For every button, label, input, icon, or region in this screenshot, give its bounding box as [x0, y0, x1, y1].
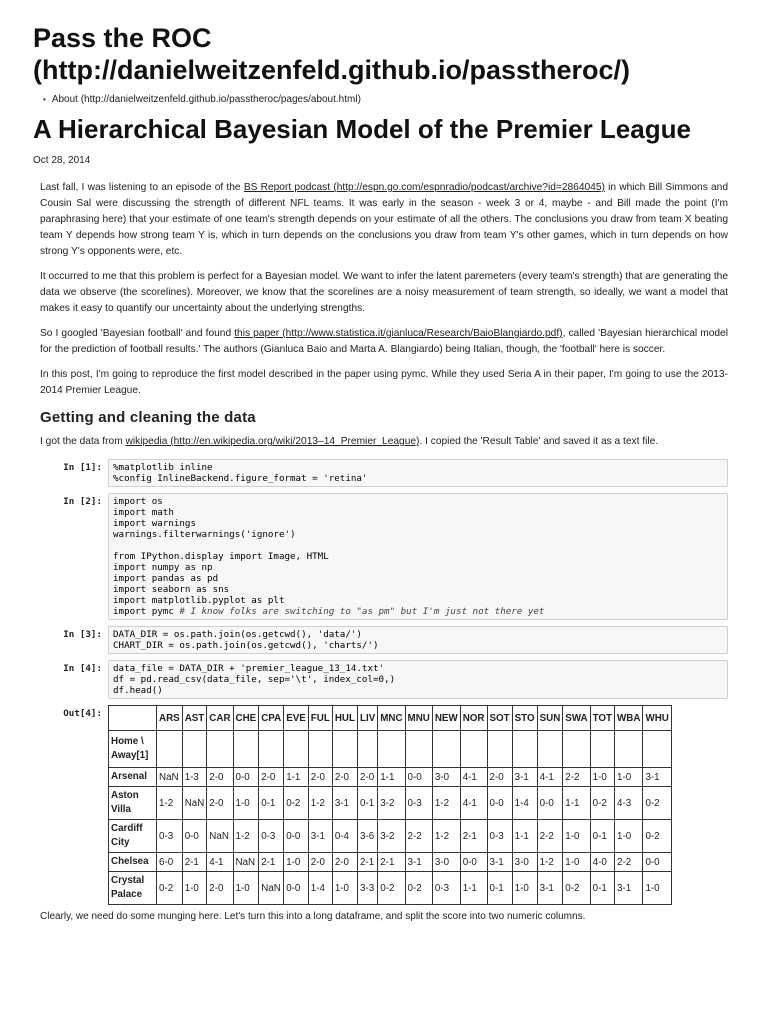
column-header: WHU — [643, 706, 671, 731]
wikipedia-link[interactable]: wikipedia (http://en.wikipedia.org/wiki/2013–14_Premier_League) — [125, 436, 420, 447]
table-cell — [405, 731, 432, 768]
table-cell: 0-0 — [233, 768, 259, 787]
table-row — [109, 787, 672, 820]
table-cell — [308, 731, 332, 768]
column-header: CAR — [207, 706, 233, 731]
column-header: HUL — [332, 706, 357, 731]
table-cell: 0-3 — [487, 820, 512, 853]
table-cell: 3-1 — [405, 853, 432, 872]
column-header: WBA — [615, 706, 643, 731]
table-cell: 0-0 — [182, 820, 207, 853]
row-label: Crystal Palace — [109, 872, 157, 905]
table-row — [109, 768, 672, 787]
bs-report-link[interactable]: BS Report podcast (http://espn.go.com/espnradio/podcast/archive?id=2864045) — [243, 182, 605, 193]
table-cell: 2-1 — [259, 853, 284, 872]
table-cell: 1-0 — [182, 872, 207, 905]
table-cell — [378, 731, 405, 768]
table-cell: 2-0 — [332, 853, 357, 872]
table-cell: 2-0 — [487, 768, 512, 787]
table-cell: 0-1 — [590, 872, 614, 905]
table-cell: 3-1 — [487, 853, 512, 872]
table-cell: 4-0 — [590, 853, 614, 872]
header-row — [109, 706, 672, 731]
text: in which Bill Simmons and Cousin Sal were discussing the strength of different NFL teams. It was early in the season - week 3 or 4, maybe - and Bill made the point (I'm paraphrasing here) that your estimate of one team's strength depends on your estimate of all the others. The conclusions you draw from team X beating team Y depends how strong team Y is, which in turn depends on the conclusions you draw from team Y's other games, which in turn depends on how strong Y's opponents were, etc. — [40, 182, 729, 257]
table-cell: 1-0 — [512, 872, 537, 905]
table-cell — [615, 731, 643, 768]
site-nav — [33, 94, 733, 105]
table-cell: 2-0 — [259, 768, 284, 787]
index-header: Home \ Away[1] — [109, 731, 157, 768]
code-block[interactable]: %matplotlib inline %config InlineBackend.figure_format = 'retina' — [108, 459, 728, 487]
column-header: ARS — [157, 706, 183, 731]
column-header: TOT — [590, 706, 614, 731]
table-cell: 1-2 — [233, 820, 259, 853]
column-header: SUN — [537, 706, 563, 731]
table-cell: 1-0 — [233, 787, 259, 820]
table-cell: 1-4 — [512, 787, 537, 820]
table-cell — [207, 731, 233, 768]
paragraph-bayesian: It occurred to me that this problem is perfect for a Bayesian model. We want to infer the latent paremeters (every team's strength) that are generating the data we observe (the scorelines). Moreover, we know that the scorelines are a noisy measurement of team strength, so ideally, we want a model that makes it easy to quantify our uncertainty about the underlying strengths. — [40, 271, 728, 314]
cell-prompt: In [4]: — [63, 663, 102, 674]
table-cell: 1-0 — [563, 820, 590, 853]
table-cell: 2-2 — [615, 853, 643, 872]
corner-header — [109, 706, 157, 731]
table-cell: 2-2 — [563, 768, 590, 787]
table-cell: 0-2 — [405, 872, 432, 905]
table-cell: 3-1 — [643, 768, 671, 787]
table-cell — [332, 731, 357, 768]
table-cell: 0-2 — [643, 787, 671, 820]
cell-prompt: In [1]: — [63, 462, 102, 473]
table-cell — [460, 731, 487, 768]
table-cell: 2-0 — [207, 768, 233, 787]
table-cell: NaN — [259, 872, 284, 905]
table-cell: 2-2 — [405, 820, 432, 853]
row-label: Chelsea — [109, 853, 157, 872]
table-cell: 1-1 — [284, 768, 309, 787]
column-header: SWA — [563, 706, 590, 731]
table-cell: 2-1 — [357, 853, 377, 872]
table-cell: 1-0 — [233, 872, 259, 905]
table-cell: 1-0 — [284, 853, 309, 872]
table-cell: 0-0 — [284, 872, 309, 905]
column-header: AST — [182, 706, 207, 731]
table-cell: 2-0 — [308, 768, 332, 787]
table-cell — [233, 731, 259, 768]
table-cell: 1-2 — [157, 787, 183, 820]
nav-item-about-label[interactable]: About (http://danielweitzenfeld.github.io/passtheroc/pages/about.html) — [51, 94, 361, 105]
text: I got the data from — [40, 436, 126, 447]
table-cell — [537, 731, 563, 768]
table-cell: 2-0 — [308, 853, 332, 872]
output-prompt: Out[4]: — [63, 708, 102, 719]
post-date: Oct 28, 2014 — [33, 155, 91, 166]
table-cell: 3-1 — [308, 820, 332, 853]
table-cell: 0-2 — [643, 820, 671, 853]
table-cell: 1-2 — [537, 853, 563, 872]
table-cell: 2-1 — [182, 853, 207, 872]
column-header: NEW — [432, 706, 460, 731]
table-head — [109, 706, 672, 731]
row-label: Cardiff City — [109, 820, 157, 853]
table-cell: 1-0 — [563, 853, 590, 872]
paper-link[interactable]: this paper (http://www.statistica.it/gianluca/Research/BaioBlangiardo.pdf) — [234, 328, 563, 339]
table-cell — [357, 731, 377, 768]
table-cell: 3-1 — [537, 872, 563, 905]
table-cell: NaN — [207, 820, 233, 853]
table-cell: NaN — [182, 787, 207, 820]
table-cell: 4-1 — [207, 853, 233, 872]
table-cell — [432, 731, 460, 768]
table-cell: 0-3 — [157, 820, 183, 853]
text: So I googled 'Bayesian football' and found — [40, 328, 235, 339]
table-cell — [284, 731, 309, 768]
text: Last fall, I was listening to an episode of the — [40, 182, 244, 193]
column-header: STO — [512, 706, 537, 731]
code-comment: # I know folks are switching to "as pm" but I'm just not there yet — [179, 606, 545, 617]
column-header: MNC — [378, 706, 405, 731]
table-cell — [563, 731, 590, 768]
table-cell: 3-1 — [615, 872, 643, 905]
row-label: Aston Villa — [109, 787, 157, 820]
table-row — [109, 872, 672, 905]
column-header: MNU — [405, 706, 432, 731]
column-header: LIV — [357, 706, 377, 731]
output-area — [108, 705, 728, 905]
table-cell: 1-0 — [332, 872, 357, 905]
table-cell: 3-1 — [512, 768, 537, 787]
table-cell — [182, 731, 207, 768]
table-cell: 2-0 — [332, 768, 357, 787]
table-cell: 4-1 — [460, 768, 487, 787]
paragraph-paper — [40, 326, 728, 358]
table-cell — [643, 731, 671, 768]
nav-item-about[interactable] — [43, 94, 733, 105]
table-cell: 0-2 — [284, 787, 309, 820]
paragraph-data-source — [40, 434, 728, 450]
table-cell: 0-1 — [487, 872, 512, 905]
column-header: FUL — [308, 706, 332, 731]
table-cell: 0-1 — [357, 787, 377, 820]
table-cell: 3-1 — [332, 787, 357, 820]
table-cell: 0-4 — [332, 820, 357, 853]
paragraph-plan: In this post, I'm going to reproduce the first model described in the paper using pymc. While they used Seria A in their paper, I'm going to use the 2013-2014 Premier League. — [40, 369, 728, 396]
table-cell: 3-0 — [432, 853, 460, 872]
table-cell: 0-0 — [537, 787, 563, 820]
table-cell: 0-0 — [405, 768, 432, 787]
code-block[interactable]: data_file = DATA_DIR + 'premier_league_13_14.txt' df = pd.read_csv(data_file, sep='\t', index_col=0,) df.head() — [108, 660, 728, 699]
table-cell: 0-3 — [259, 820, 284, 853]
section-heading: Getting and cleaning the data — [40, 409, 256, 426]
page — [33, 22, 733, 922]
table-cell: 1-0 — [590, 768, 614, 787]
table-cell: 0-0 — [487, 787, 512, 820]
table-cell: 4-3 — [615, 787, 643, 820]
code-cell-3 — [40, 626, 728, 654]
table-cell: NaN — [157, 768, 183, 787]
post-title: A Hierarchical Bayesian Model of the Premier League — [33, 114, 691, 144]
index-header-row — [109, 731, 672, 768]
table-cell: 2-0 — [357, 768, 377, 787]
table-cell: 3-0 — [512, 853, 537, 872]
table-cell: 3-3 — [357, 872, 377, 905]
code-block[interactable] — [108, 493, 728, 620]
table-cell: 0-2 — [590, 787, 614, 820]
table-cell — [259, 731, 284, 768]
table-cell: 1-0 — [643, 872, 671, 905]
table-cell: 4-1 — [537, 768, 563, 787]
site-title[interactable]: Pass the ROC (http://danielweitzenfeld.github.io/passtheroc/) — [33, 23, 631, 85]
table-cell: 1-2 — [432, 787, 460, 820]
text: . I copied the 'Result Table' and saved it as a text file. — [419, 436, 659, 447]
table-cell: 2-1 — [378, 853, 405, 872]
paragraph-munging: Clearly, we need do some munging here. Let's turn this into a long dataframe, and split the score into two numeric columns. — [40, 911, 586, 922]
column-header: EVE — [284, 706, 309, 731]
cell-prompt: In [2]: — [63, 496, 102, 507]
table-cell: 1-0 — [615, 768, 643, 787]
table-cell — [487, 731, 512, 768]
table-row — [109, 820, 672, 853]
table-cell: 1-1 — [512, 820, 537, 853]
row-label: Arsenal — [109, 768, 157, 787]
text: , called 'Bayesian hierarchical model for the prediction of football results.' The authors (Gianluca Baio and Marta A. Blangiardo) being Italian, though, the 'football' here is soccer. — [40, 328, 728, 355]
code-cell-4 — [40, 660, 728, 699]
table-cell: 1-4 — [308, 872, 332, 905]
column-header: NOR — [460, 706, 487, 731]
table-cell: 2-2 — [537, 820, 563, 853]
code-cell-1 — [40, 459, 728, 487]
post-body — [40, 180, 728, 922]
code-block[interactable]: DATA_DIR = os.path.join(os.getcwd(), 'data/') CHART_DIR = os.path.join(os.getcwd(), 'charts/') — [108, 626, 728, 654]
results-table — [108, 705, 672, 905]
table-cell: 0-3 — [405, 787, 432, 820]
table-cell: 0-2 — [157, 872, 183, 905]
table-cell: 3-2 — [378, 820, 405, 853]
table-cell: 1-2 — [308, 787, 332, 820]
table-cell: 1-1 — [460, 872, 487, 905]
table-cell: 0-0 — [284, 820, 309, 853]
code-cell-2 — [40, 493, 728, 620]
column-header: CHE — [233, 706, 259, 731]
table-cell: 3-2 — [378, 787, 405, 820]
table-cell: 2-1 — [460, 820, 487, 853]
table-cell: 0-1 — [590, 820, 614, 853]
table-cell: 0-1 — [259, 787, 284, 820]
table-cell: 0-0 — [643, 853, 671, 872]
table-cell: 1-3 — [182, 768, 207, 787]
table-cell: 1-2 — [432, 820, 460, 853]
table-cell: NaN — [233, 853, 259, 872]
output-cell-4 — [40, 705, 728, 905]
table-cell: 0-3 — [432, 872, 460, 905]
table-body — [109, 731, 672, 905]
table-cell — [157, 731, 183, 768]
table-cell: 1-0 — [615, 820, 643, 853]
table-cell: 0-2 — [378, 872, 405, 905]
table-cell: 0-2 — [563, 872, 590, 905]
table-cell — [590, 731, 614, 768]
code-text: import os import math import warnings warnings.filterwarnings('ignore') from IPython.display import Image, HTML import numpy as np import pandas as pd import seaborn as sns import matplotlib.pyplot as plt import pymc — [113, 496, 329, 617]
table-cell: 2-0 — [207, 787, 233, 820]
column-header: SOT — [487, 706, 512, 731]
column-header: CPA — [259, 706, 284, 731]
table-cell: 1-1 — [563, 787, 590, 820]
table-cell: 2-0 — [207, 872, 233, 905]
table-cell: 4-1 — [460, 787, 487, 820]
table-cell: 1-1 — [378, 768, 405, 787]
paragraph-intro — [40, 180, 728, 260]
table-row — [109, 853, 672, 872]
table-cell: 6-0 — [157, 853, 183, 872]
table-cell: 3-0 — [432, 768, 460, 787]
table-cell: 3-6 — [357, 820, 377, 853]
table-cell: 0-0 — [460, 853, 487, 872]
table-cell — [512, 731, 537, 768]
cell-prompt: In [3]: — [63, 629, 102, 640]
